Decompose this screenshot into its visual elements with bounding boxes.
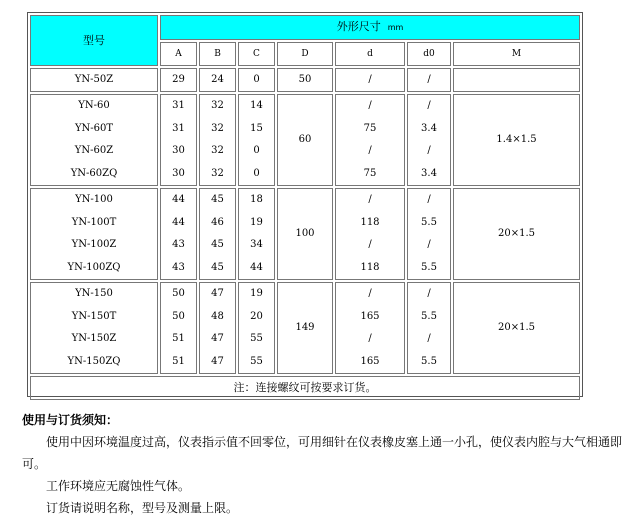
value-d0: / bbox=[427, 288, 431, 299]
value-D: 100 bbox=[277, 188, 333, 280]
values-B bbox=[199, 94, 236, 186]
instruction-paragraph: 订货请说明名称，型号及测量上限。 bbox=[46, 501, 239, 515]
value-d0: 5.5 bbox=[421, 261, 437, 273]
value-d0: 5.5 bbox=[421, 310, 437, 322]
dims-header bbox=[160, 15, 580, 40]
col-header-d0: d0 bbox=[407, 42, 451, 66]
value-A: 44 bbox=[172, 194, 185, 205]
value-M: 20×1.5 bbox=[453, 282, 580, 374]
value-B: 24 bbox=[199, 68, 236, 92]
value-d: 75 bbox=[363, 122, 377, 134]
model-cell: YN-150ZQ bbox=[67, 355, 121, 367]
model-list bbox=[30, 188, 158, 280]
col-header-M: M bbox=[453, 42, 580, 66]
instruction-paragraph: 工作环境应无腐蚀性气体。 bbox=[46, 479, 191, 493]
value-C: 15 bbox=[250, 122, 263, 134]
values-A bbox=[160, 282, 197, 374]
table-row-group bbox=[30, 188, 580, 280]
value-A: 43 bbox=[172, 239, 185, 250]
value-d: / bbox=[335, 68, 405, 92]
model-cell: YN-60T bbox=[74, 122, 114, 134]
col-header-A: A bbox=[160, 42, 197, 66]
model-cell: YN-50Z bbox=[30, 68, 158, 92]
instruction-paragraph: 使用中因环境温度过高，仪表指示值不回零位，可用细针在仪表橡皮塞上通一小孔，使仪表内腔与大气相通即可。 bbox=[22, 435, 623, 471]
value-d: / bbox=[368, 145, 372, 156]
value-B: 48 bbox=[211, 310, 224, 322]
value-M: 1.4×1.5 bbox=[453, 94, 580, 186]
value-d: 165 bbox=[360, 355, 380, 367]
value-B: 47 bbox=[211, 288, 224, 299]
value-A: 43 bbox=[172, 261, 185, 273]
value-A: 51 bbox=[172, 333, 185, 344]
value-C: 0 bbox=[253, 167, 260, 179]
ordering-instructions bbox=[22, 409, 622, 519]
value-B: 32 bbox=[211, 167, 224, 179]
value-D: 149 bbox=[277, 282, 333, 374]
model-cell: YN-100Z bbox=[71, 239, 117, 250]
value-C: 19 bbox=[250, 288, 263, 299]
value-A: 29 bbox=[160, 68, 197, 92]
values-d bbox=[335, 94, 405, 186]
dims-header-label: 外形尺寸 bbox=[336, 20, 381, 33]
model-cell: YN-60Z bbox=[74, 145, 114, 156]
values-A bbox=[160, 94, 197, 186]
model-list bbox=[30, 282, 158, 374]
col-header-d: d bbox=[335, 42, 405, 66]
value-d: 75 bbox=[363, 167, 377, 179]
model-cell: YN-60ZQ bbox=[70, 167, 118, 179]
values-B bbox=[199, 282, 236, 374]
values-C bbox=[238, 282, 275, 374]
value-d0: / bbox=[407, 68, 451, 92]
values-A bbox=[160, 188, 197, 280]
value-B: 32 bbox=[211, 145, 224, 156]
value-d: / bbox=[368, 239, 372, 250]
value-D: 60 bbox=[277, 94, 333, 186]
value-M bbox=[453, 68, 580, 92]
values-d0 bbox=[407, 94, 451, 186]
value-A: 30 bbox=[172, 145, 185, 156]
value-d: / bbox=[368, 194, 372, 205]
value-B: 47 bbox=[211, 355, 224, 367]
value-d0: / bbox=[427, 100, 431, 111]
value-C: 18 bbox=[250, 194, 263, 205]
values-d0 bbox=[407, 282, 451, 374]
value-d: 118 bbox=[360, 261, 380, 273]
table-row bbox=[30, 68, 580, 92]
value-B: 32 bbox=[211, 122, 224, 134]
value-C: 20 bbox=[250, 310, 263, 322]
value-A: 44 bbox=[172, 216, 185, 228]
value-C: 34 bbox=[250, 239, 263, 250]
value-A: 51 bbox=[172, 355, 185, 367]
value-d: / bbox=[368, 100, 372, 111]
value-C: 14 bbox=[250, 100, 263, 111]
value-d0: 5.5 bbox=[421, 216, 437, 228]
model-cell: YN-150 bbox=[75, 288, 113, 299]
model-header: 型号 bbox=[30, 15, 158, 66]
value-B: 46 bbox=[211, 216, 224, 228]
table-row-group bbox=[30, 94, 580, 186]
value-d: / bbox=[368, 333, 372, 344]
table-note: 注：连接螺纹可按要求订货。 bbox=[30, 376, 580, 400]
value-A: 31 bbox=[172, 122, 185, 134]
value-d0: / bbox=[427, 194, 431, 205]
spec-table-frame bbox=[27, 12, 583, 397]
spec-table bbox=[28, 13, 582, 402]
values-C bbox=[238, 94, 275, 186]
values-d bbox=[335, 188, 405, 280]
value-C: 55 bbox=[250, 333, 263, 344]
value-B: 47 bbox=[211, 333, 224, 344]
col-header-B: B bbox=[199, 42, 236, 66]
model-cell: YN-100 bbox=[75, 194, 113, 205]
values-d bbox=[335, 282, 405, 374]
value-d0: / bbox=[427, 239, 431, 250]
value-d: / bbox=[368, 288, 372, 299]
values-C bbox=[238, 188, 275, 280]
value-B: 45 bbox=[211, 261, 224, 273]
value-d0: / bbox=[427, 145, 431, 156]
value-D: 50 bbox=[277, 68, 333, 92]
model-cell: YN-100ZQ bbox=[67, 261, 121, 273]
dims-unit: mm bbox=[387, 23, 404, 32]
table-row-group bbox=[30, 282, 580, 374]
col-header-D: D bbox=[277, 42, 333, 66]
value-C: 19 bbox=[250, 216, 263, 228]
model-cell: YN-150Z bbox=[71, 333, 117, 344]
values-B bbox=[199, 188, 236, 280]
value-A: 50 bbox=[172, 288, 185, 299]
instructions-title: 使用与订货须知： bbox=[22, 413, 119, 427]
value-A: 30 bbox=[172, 167, 185, 179]
value-d0: 5.5 bbox=[421, 355, 437, 367]
value-B: 45 bbox=[211, 239, 224, 250]
value-A: 50 bbox=[172, 310, 185, 322]
value-C: 0 bbox=[238, 68, 275, 92]
value-d0: / bbox=[427, 333, 431, 344]
values-d0 bbox=[407, 188, 451, 280]
value-d0: 3.4 bbox=[421, 122, 437, 134]
value-C: 44 bbox=[250, 261, 263, 273]
model-list bbox=[30, 94, 158, 186]
value-C: 0 bbox=[253, 145, 260, 156]
value-B: 45 bbox=[211, 194, 224, 205]
model-cell: YN-100T bbox=[71, 216, 117, 228]
value-A: 31 bbox=[172, 100, 185, 111]
model-cell: YN-150T bbox=[71, 310, 117, 322]
value-C: 55 bbox=[250, 355, 263, 367]
value-d: 165 bbox=[360, 310, 380, 322]
value-B: 32 bbox=[211, 100, 224, 111]
value-d0: 3.4 bbox=[421, 167, 437, 179]
col-header-C: C bbox=[238, 42, 275, 66]
value-M: 20×1.5 bbox=[453, 188, 580, 280]
model-cell: YN-60 bbox=[78, 100, 110, 111]
value-d: 118 bbox=[360, 216, 380, 228]
